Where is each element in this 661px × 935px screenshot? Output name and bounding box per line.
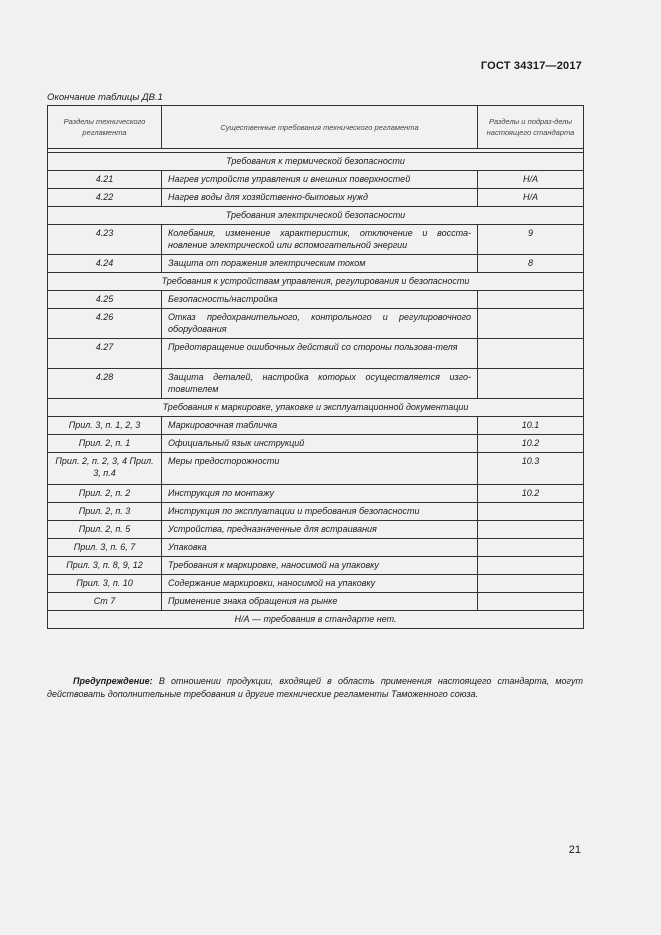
regulation-section-cell: Прил. 2, п. 2 [48, 485, 162, 503]
header-essential-requirements: Существенные требования технического регламента [162, 106, 478, 149]
table-row [48, 575, 584, 593]
section-title: Требования электрической безопасности [48, 207, 584, 225]
requirement-cell: Предотвращение ошибочных действий со стороны пользова-теля [162, 339, 478, 369]
standard-section-cell [478, 575, 584, 593]
warning-label: Предупреждение: [73, 676, 153, 686]
table-row [48, 539, 584, 557]
table-row [48, 339, 584, 369]
requirement-cell: Маркировочная табличка [162, 417, 478, 435]
regulation-section-cell: 4.28 [48, 369, 162, 399]
header-standard-sections: Разделы и подраз-делы настоящего стандарта [478, 106, 584, 149]
standard-section-cell: 10.3 [478, 453, 584, 485]
section-row [48, 153, 584, 171]
table-note: Н/А — требования в стандарте нет. [48, 611, 584, 629]
document-code: ГОСТ 34317—2017 [480, 60, 582, 72]
requirement-cell: Упаковка [162, 539, 478, 557]
regulation-section-cell: 4.26 [48, 309, 162, 339]
table-header-row [48, 106, 584, 149]
table-note-row [48, 611, 584, 629]
table-row [48, 291, 584, 309]
requirement-cell: Инструкция по монтажу [162, 485, 478, 503]
requirement-cell: Нагрев устройств управления и внешних поверхностей [162, 171, 478, 189]
regulation-section-cell: 4.22 [48, 189, 162, 207]
table-row [48, 593, 584, 611]
table-row [48, 255, 584, 273]
standard-section-cell: 10.2 [478, 485, 584, 503]
requirement-cell: Защита деталей, настройка которых осуществляется изго-товителем [162, 369, 478, 399]
standard-section-cell [478, 291, 584, 309]
requirement-cell: Инструкция по эксплуатации и требования безопасности [162, 503, 478, 521]
standard-section-cell [478, 369, 584, 399]
regulation-section-cell: 4.23 [48, 225, 162, 255]
regulation-section-cell: Прил. 3, п. 10 [48, 575, 162, 593]
table-row [48, 485, 584, 503]
header-regulation-sections: Разделы технического регламента [48, 106, 162, 149]
requirement-cell: Безопасность/настройка [162, 291, 478, 309]
standard-section-cell: 9 [478, 225, 584, 255]
standard-section-cell: 10.2 [478, 435, 584, 453]
requirement-cell: Требования к маркировке, наносимой на упаковку [162, 557, 478, 575]
regulation-section-cell: Ст 7 [48, 593, 162, 611]
section-row [48, 207, 584, 225]
standard-section-cell: Н/А [478, 171, 584, 189]
section-row [48, 273, 584, 291]
page-number: 21 [568, 844, 581, 856]
table-body [48, 149, 584, 629]
requirements-table [47, 105, 584, 629]
regulation-section-cell: Прил. 3, п. 8, 9, 12 [48, 557, 162, 575]
table-row [48, 369, 584, 399]
regulation-section-cell: 4.25 [48, 291, 162, 309]
requirement-cell: Колебания, изменение характеристик, отключение и восста-новление электрической или вспомогательной энергии [162, 225, 478, 255]
regulation-section-cell: 4.24 [48, 255, 162, 273]
requirement-cell: Содержание маркировки, наносимой на упаковку [162, 575, 478, 593]
standard-section-cell: 10.1 [478, 417, 584, 435]
standard-section-cell [478, 503, 584, 521]
regulation-section-cell: Прил. 2, п. 5 [48, 521, 162, 539]
table-row [48, 189, 584, 207]
requirement-cell: Нагрев воды для хозяйственно-бытовых нужд [162, 189, 478, 207]
regulation-section-cell: 4.27 [48, 339, 162, 369]
section-title: Требования к термической безопасности [48, 153, 584, 171]
table-row [48, 521, 584, 539]
standard-section-cell [478, 593, 584, 611]
regulation-section-cell: 4.21 [48, 171, 162, 189]
warning-paragraph [47, 675, 583, 701]
standard-section-cell [478, 309, 584, 339]
table-row [48, 171, 584, 189]
requirement-cell: Отказ предохранительного, контрольного и регулировочного оборудования [162, 309, 478, 339]
standard-section-cell [478, 539, 584, 557]
standard-section-cell [478, 557, 584, 575]
regulation-section-cell: Прил. 2, п. 2, 3, 4 Прил. 3, п.4 [48, 453, 162, 485]
requirement-cell: Защита от поражения электрическим током [162, 255, 478, 273]
regulation-section-cell: Прил. 3, п. 6, 7 [48, 539, 162, 557]
table-row [48, 225, 584, 255]
table-row [48, 309, 584, 339]
regulation-section-cell: Прил. 3, п. 1, 2, 3 [48, 417, 162, 435]
section-row [48, 399, 584, 417]
standard-section-cell [478, 521, 584, 539]
section-title: Требования к маркировке, упаковке и эксплуатационной документации [48, 399, 584, 417]
regulation-section-cell: Прил. 2, п. 1 [48, 435, 162, 453]
requirement-cell: Официальный язык инструкций [162, 435, 478, 453]
table-row [48, 503, 584, 521]
table-row [48, 557, 584, 575]
standard-section-cell [478, 339, 584, 369]
requirement-cell: Устройства, предназначенные для встраивания [162, 521, 478, 539]
table-row [48, 435, 584, 453]
requirement-cell: Применение знака обращения на рынке [162, 593, 478, 611]
standard-section-cell: Н/А [478, 189, 584, 207]
requirement-cell: Меры предосторожности [162, 453, 478, 485]
table-caption: Окончание таблицы ДВ.1 [47, 92, 163, 103]
warning-text: В отношении продукции, входящей в область применения настоящего стандарта, могут действовать дополнительные требования и другие технические регламенты Таможенного союза. [47, 676, 583, 699]
table-row [48, 453, 584, 485]
standard-section-cell: 8 [478, 255, 584, 273]
regulation-section-cell: Прил. 2, п. 3 [48, 503, 162, 521]
table-row [48, 417, 584, 435]
section-title: Требования к устройствам управления, регулирования и безопасности [48, 273, 584, 291]
